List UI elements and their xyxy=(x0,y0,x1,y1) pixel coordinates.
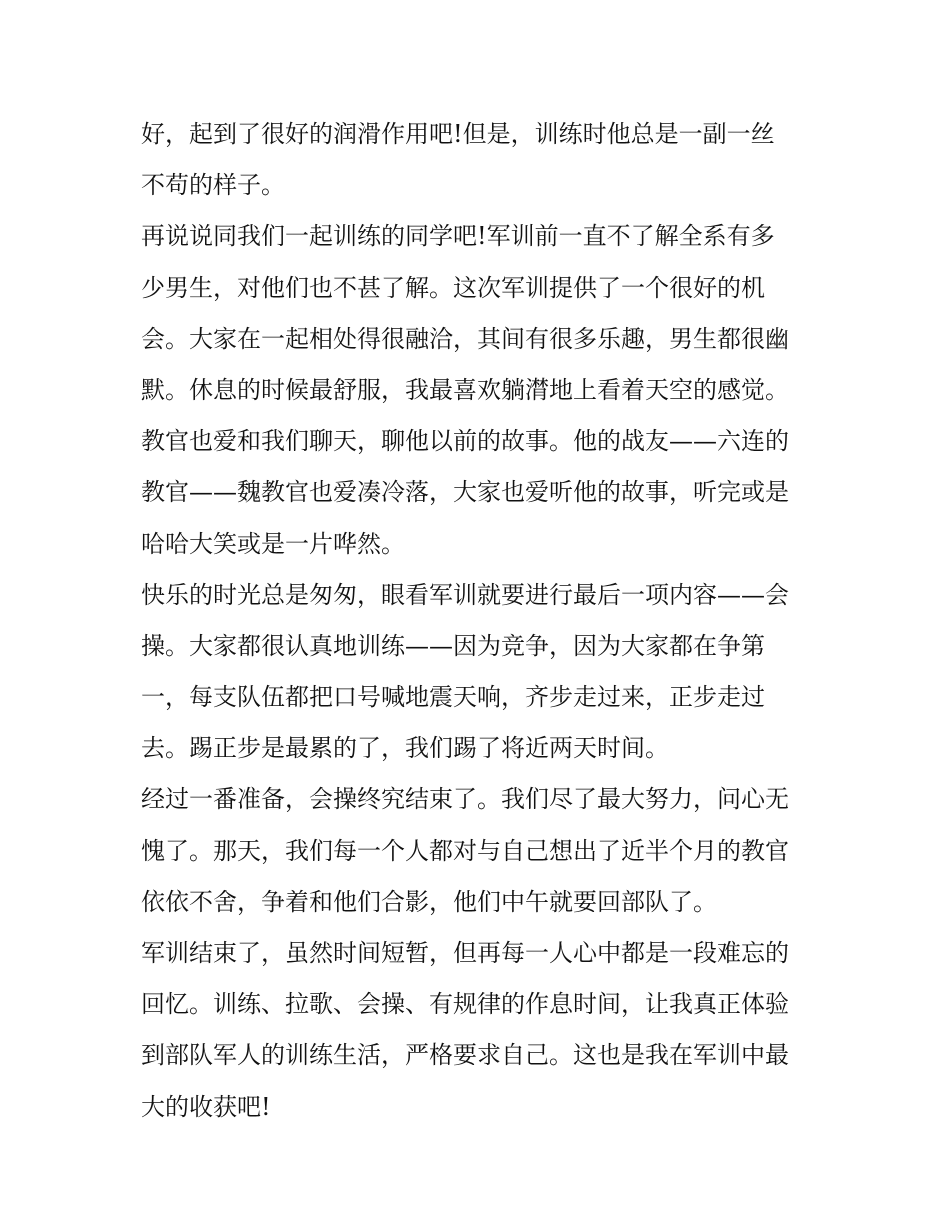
text-line: 教官——魏教官也爱凑冷落，大家也爱听他的故事，听完或是 xyxy=(141,478,789,507)
text-line: 军训结束了，虽然时间短暂，但再每一人心中都是一段难忘的 xyxy=(141,939,789,967)
text-line: 愧了。那天，我们每一个人都对与自己想出了近半个月的教官 xyxy=(141,836,789,865)
text-line: 到部队军人的训练生活，严格要求自己。这也是我在军训中最 xyxy=(141,1041,789,1070)
text-line: 不苟的样子。 xyxy=(141,171,285,200)
text-line: 回忆。训练、拉歌、会操、有规律的作息时间，让我真正体验 xyxy=(141,990,789,1019)
text-line: 一，每支队伍都把口号喊地震天响，齐步走过来，正步走过 xyxy=(141,683,765,712)
text-line: 哈哈大笑或是一片哗然。 xyxy=(141,529,405,558)
text-line: 默。休息的时候最舒服，我最喜欢躺潸地上看着天空的感觉。 xyxy=(141,375,789,404)
document-body xyxy=(141,109,817,1133)
text-line: 依依不舍，争着和他们合影，他们中午就要回部队了。 xyxy=(141,887,717,916)
text-line: 快乐的时光总是匆匆，眼看军训就要进行最后一项内容——会 xyxy=(141,580,789,609)
text-line: 大的收获吧! xyxy=(141,1092,271,1121)
text-line: 去。踢正步是最累的了，我们踢了将近两天时间。 xyxy=(141,734,669,763)
text-line: 教官也爱和我们聊天，聊他以前的故事。他的战友——六连的 xyxy=(141,427,789,456)
text-line: 少男生，对他们也不甚了解。这次军训提供了一个很好的机 xyxy=(141,273,765,302)
text-line: 会。大家在一起相处得很融洽，其间有很多乐趣，男生都很幽 xyxy=(141,324,789,353)
text-line: 操。大家都很认真地训练——因为竞争，因为大家都在争第 xyxy=(141,631,765,660)
text-line: 再说说同我们一起训练的同学吧!军训前一直不了解全系有多 xyxy=(141,222,775,251)
text-line: 经过一番准备，会操终究结束了。我们尽了最大努力，问心无 xyxy=(141,785,789,814)
text-line: 好，起到了很好的润滑作用吧!但是，训练时他总是一副一丝 xyxy=(141,120,775,148)
